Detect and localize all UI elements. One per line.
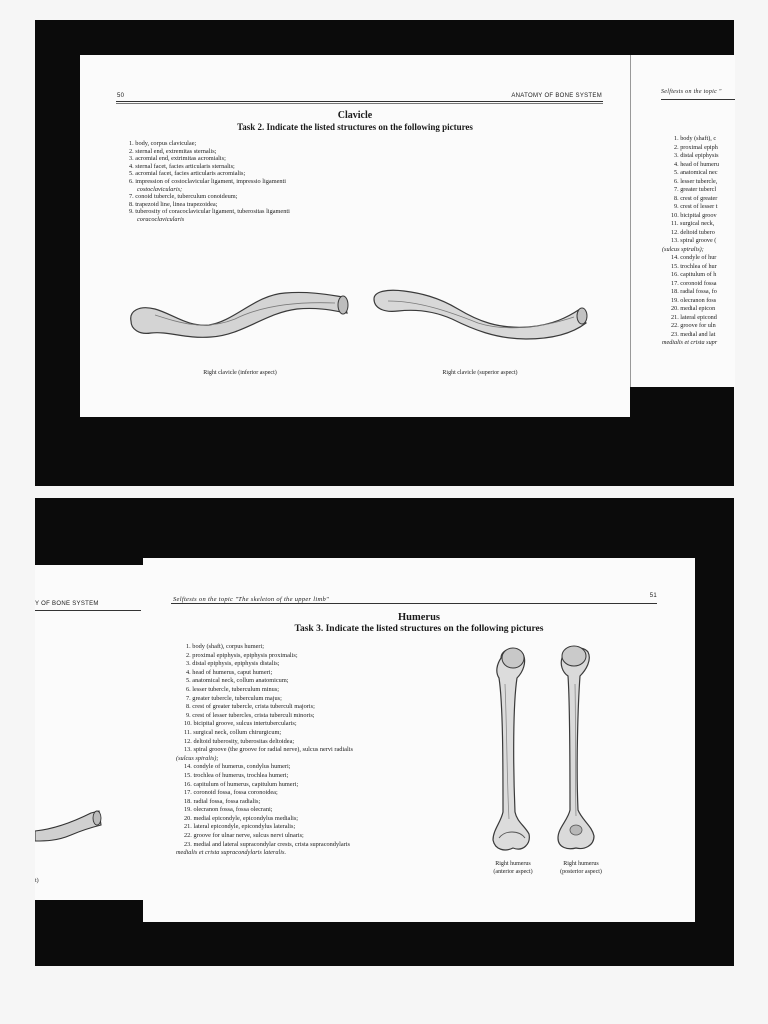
list-item: 13. spiral groove (the groove for radial nerve), sulcus nervi radialis <box>184 746 353 754</box>
list-item: 19. olecranon fossa, fossa olecrani; <box>184 806 273 814</box>
list-item: 2. sternal end, extremitas sternalis; <box>129 147 217 155</box>
list-item: 4. head of humeru <box>674 160 720 168</box>
list-item: 10. bicipital groov <box>671 211 717 219</box>
facing-running-head: Y OF BONE SYSTEM <box>35 601 99 607</box>
list-item: medialis et crista supracondylaris lateralis. <box>176 849 287 857</box>
header-rule <box>171 603 657 604</box>
facing-running-head: Selftests on the topic " <box>661 89 722 95</box>
list-item: 14. condyle of hur <box>671 254 717 261</box>
facing-header-rule <box>661 99 735 100</box>
list-item: 4. sternal facet, facies articularis sternalis; <box>129 162 235 170</box>
list-item: 13. spiral groove ( <box>671 237 717 244</box>
page-facing-fragment <box>630 55 735 387</box>
list-item: medialis et crista supr <box>662 339 718 346</box>
header-rule <box>116 101 603 102</box>
list-item: 16. capitulum of h <box>671 271 717 278</box>
list-item: 1. body (shaft), c <box>674 135 717 142</box>
list-item: 11. surgical neck, <box>671 220 715 227</box>
list-item: 7. conoid tubercle, tuberculum conoideum; <box>129 193 238 201</box>
list-item: 20. medial epicon <box>671 305 716 312</box>
list-item: 23. medial and lat <box>671 330 716 338</box>
list-item: 18. radial fossa, fo <box>671 288 717 295</box>
list-item: 3. distal epiphysis <box>674 152 719 159</box>
list-item: 5. anatomical neck, collum anatomicum; <box>186 677 289 685</box>
header-rule-thin <box>116 103 603 104</box>
page-number: 51 <box>649 593 657 599</box>
list-item: 9. crest of lesser tubercles, crista tuberculi minoris; <box>186 711 315 719</box>
list-item: costoclavicularis; <box>137 185 183 193</box>
list-item: 19. olecranon foss <box>671 296 717 304</box>
list-item: (sulcus spiralis); <box>662 245 704 253</box>
fragment-caption: t) <box>35 878 39 884</box>
list-item: 2. proximal epiph <box>674 143 718 151</box>
page-51 <box>143 558 695 922</box>
list-item: 6. lesser tubercle, tuberculum minus; <box>186 685 280 693</box>
list-item: 3. acromial end, extrimitas acromialis; <box>129 155 226 163</box>
list-item: 15. trochlea of humerus, trochlea humeri; <box>184 771 289 779</box>
task-title: Task 3. Indicate the listed structures on the following pictures <box>294 624 544 634</box>
caption-superior: Right clavicle (superior aspect) <box>442 370 518 376</box>
section-title: Humerus <box>398 612 440 623</box>
list-item: 5. acromial facet, facies articularis acromialis; <box>129 170 246 178</box>
list-item: coracoclavicularis <box>137 215 185 223</box>
list-item: 21. lateral epicondyle, epicondylus lateralis; <box>184 823 296 831</box>
structure-list <box>176 643 353 858</box>
list-item: 16. capitulum of humerus, capitulum humeri; <box>184 780 299 788</box>
caption-posterior <box>539 860 623 876</box>
list-item: 9. tuberosity of coracoclavicular ligament, tuberositas ligamenti <box>129 208 290 216</box>
list-item: 8. crest of greater tubercle, crista tuberculi majoris; <box>186 703 315 711</box>
list-item: 12. deltoid tuberosity, tuberositas deltoidea; <box>184 737 295 745</box>
structure-list <box>129 140 290 224</box>
caption-posterior-line1: Right humerus <box>563 861 599 867</box>
humerus-posterior-illustration <box>548 644 608 856</box>
list-item: 14. condyle of humerus, condylus humeri; <box>184 763 291 771</box>
section-title: Clavicle <box>337 110 373 121</box>
list-item: 22. groove for ulnar nerve, sulcus nervi ulnaris; <box>184 832 304 840</box>
caption-anterior-line1: Right humerus <box>495 861 531 867</box>
list-item: 8. crest of greater <box>674 194 718 202</box>
list-item: 1. body (shaft), corpus humeri; <box>186 643 264 650</box>
facing-header-rule <box>35 610 141 611</box>
running-head: Selftests on the topic "The skeleton of the upper limb" <box>173 596 330 603</box>
caption-posterior-line2: (posterior aspect) <box>560 869 602 875</box>
clavicle-inferior-illustration <box>125 283 355 343</box>
caption-inferior: Right clavicle (inferior aspect) <box>203 370 277 376</box>
list-item: 6. lesser tubercle, <box>674 177 718 185</box>
list-item: 7. greater tubercle, tuberculum majus; <box>186 694 282 702</box>
list-item: 20. medial epicondyle, epicondylus medialis; <box>184 814 299 822</box>
page-number: 50 <box>117 93 125 99</box>
list-item: 17. coronoid fossa <box>671 279 717 287</box>
list-item: 18. radial fossa, fossa radialis; <box>184 797 261 805</box>
list-item: 21. lateral epicond <box>671 313 717 321</box>
list-item: 9. crest of lesser t <box>674 203 718 210</box>
list-item: 22. groove for uln <box>671 322 716 329</box>
list-item: 10. bicipital groove, sulcus intertubercularis; <box>184 720 297 728</box>
caption-anterior-line2: (anterior aspect) <box>493 869 533 875</box>
list-item: 6. impression of costoclavicular ligament, impressio ligamenti <box>129 177 287 185</box>
task-title: Task 2. Indicate the listed structures on the following pictures <box>237 122 473 132</box>
list-item: 1. body, corpus claviculae; <box>129 140 197 147</box>
list-item: 17. coronoid fossa, fossa coronoidea; <box>184 789 278 797</box>
list-item: 3. distal epiphysis, epiphysis distalis; <box>186 660 280 668</box>
humerus-anterior-illustration <box>483 644 543 856</box>
list-item: 4. head of humerus, caput humeri; <box>186 668 273 676</box>
list-item: 7. greater tubercl <box>674 186 717 193</box>
clavicle-fragment-illustration <box>35 803 105 843</box>
page-50 <box>80 55 630 417</box>
list-item: 8. trapezoid line, linea trapezoidea; <box>129 200 218 208</box>
list-item: 11. surgical neck, collum chirurgicum; <box>184 728 282 736</box>
facing-structure-list <box>662 135 719 348</box>
list-item: 12. deltoid tubero <box>671 228 715 236</box>
list-item: 5. anatomical nec <box>674 169 718 176</box>
list-item: 2. proximal epiphysis, epiphysis proximalis; <box>186 651 298 659</box>
list-item: 15. trochlea of hur <box>671 262 717 270</box>
running-head: ANATOMY OF BONE SYSTEM <box>511 93 602 99</box>
clavicle-superior-illustration <box>368 283 593 343</box>
list-item: 23. medial and lateral supracondylar crests, crista supracondylaris <box>184 840 350 848</box>
list-item: (sulcus spiralis); <box>176 754 219 762</box>
page-facing-fragment-left <box>35 565 144 900</box>
